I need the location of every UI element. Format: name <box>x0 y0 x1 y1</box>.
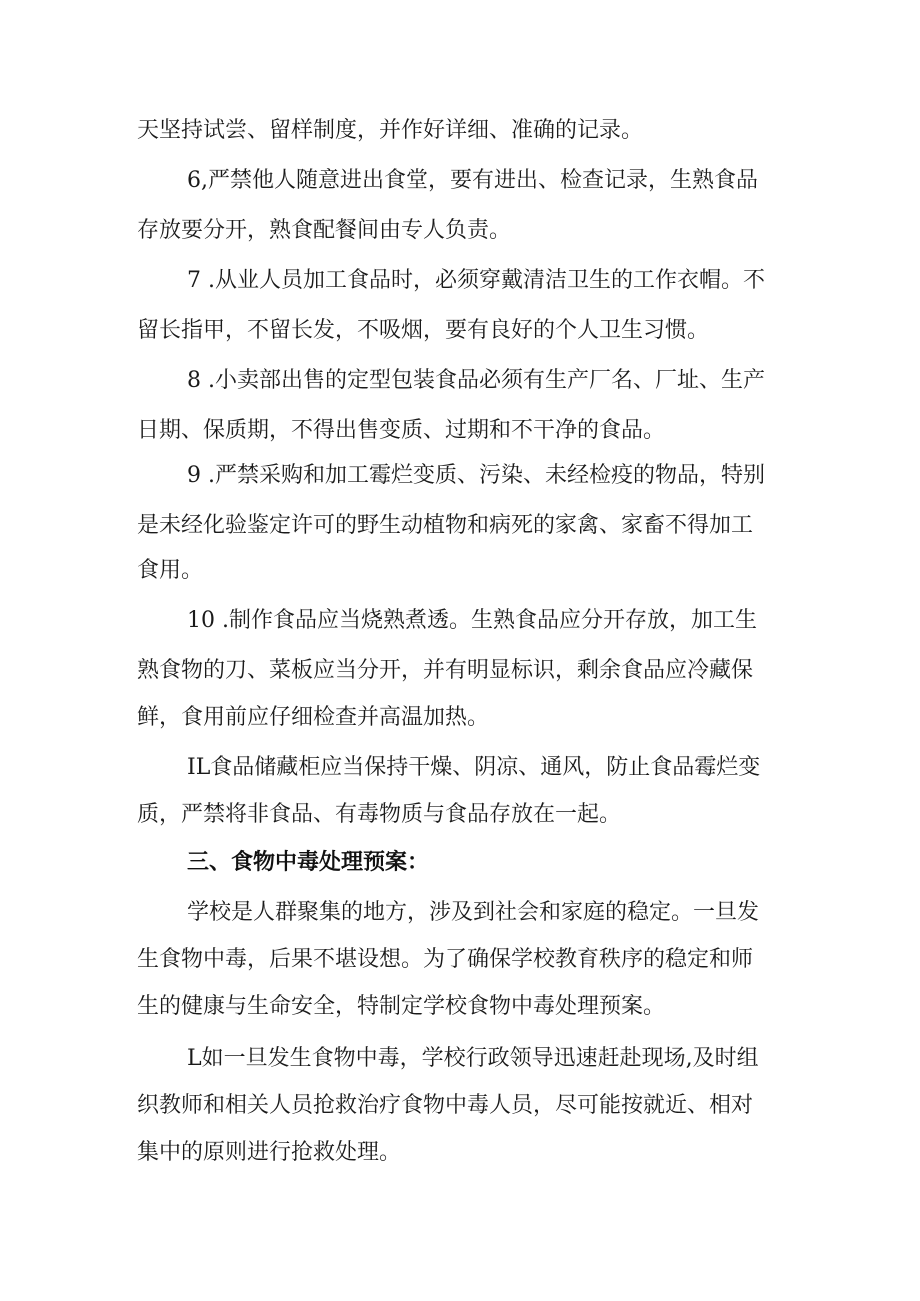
text-line-item-9-start: 9 .严禁采购和加工霉烂变质、污染、未经检疫的物品，特别 <box>187 463 765 488</box>
text-line-item-9-end: 食用。 <box>137 558 204 583</box>
text-line-intro-start: 学校是人群聚集的地方，涉及到社会和家庭的稳定。一旦发 <box>187 900 760 925</box>
text-line-item-11-end: 质，严禁将非食品、有毒物质与食品存放在一起。 <box>137 802 622 827</box>
text-line-item-11-start: IL食品储藏柜应当保持干燥、阴凉、通风，防止食品霉烂变 <box>187 755 761 780</box>
text-line-item-10-end: 鲜，食用前应仔细检查并高温加热。 <box>137 705 490 730</box>
text-line-item-8-start: 8 .小卖部出售的定型包装食品必须有生产厂名、厂址、生产 <box>187 368 765 393</box>
text-line-step-1-start: L如一旦发生食物中毒，学校行政领导迅速赶赴现场,及时组 <box>187 1046 759 1071</box>
text-line-continuation: 天坚持试尝、留样制度，并作好详细、准确的记录。 <box>137 118 644 143</box>
text-line-intro-middle: 生食物中毒，后果不堪设想。为了确保学校教育秩序的稳定和师 <box>137 947 754 972</box>
text-line-step-1-middle: 织教师和相关人员抢救治疗食物中毒人员，尽可能按就近、相对 <box>137 1093 754 1118</box>
text-line-item-10-start: 10 .制作食品应当烧熟煮透。生熟食品应分开存放，加工生 <box>187 608 757 633</box>
text-line-item-7-start: 7 .从业人员加工食品时，必须穿戴清洁卫生的工作衣帽。不 <box>187 268 765 293</box>
text-line-item-9-middle: 是未经化验鉴定许可的野生动植物和病死的家禽、家畜不得加工 <box>137 513 754 538</box>
text-line-intro-end: 生的健康与生命安全，特制定学校食物中毒处理预案。 <box>137 994 666 1019</box>
text-line-item-10-middle: 熟食物的刀、菜板应当分开，并有明显标识，剩余食品应冷藏保 <box>137 658 754 683</box>
section-heading: 三、食物中毒处理预案： <box>187 850 430 875</box>
text-line-item-6-start: 6,严禁他人随意进出食堂，要有进出、检查记录，生熟食品 <box>187 168 758 193</box>
text-line-step-1-end: 集中的原则进行抢救处理。 <box>137 1140 402 1165</box>
text-line-item-7-end: 留长指甲，不留长发，不吸烟，要有良好的个人卫生习惯。 <box>137 318 710 343</box>
text-line-item-8-end: 日期、保质期，不得出售变质、过期和不干净的食品。 <box>137 418 666 443</box>
text-line-item-6-end: 存放要分开，熟食配餐间由专人负责。 <box>137 218 512 243</box>
